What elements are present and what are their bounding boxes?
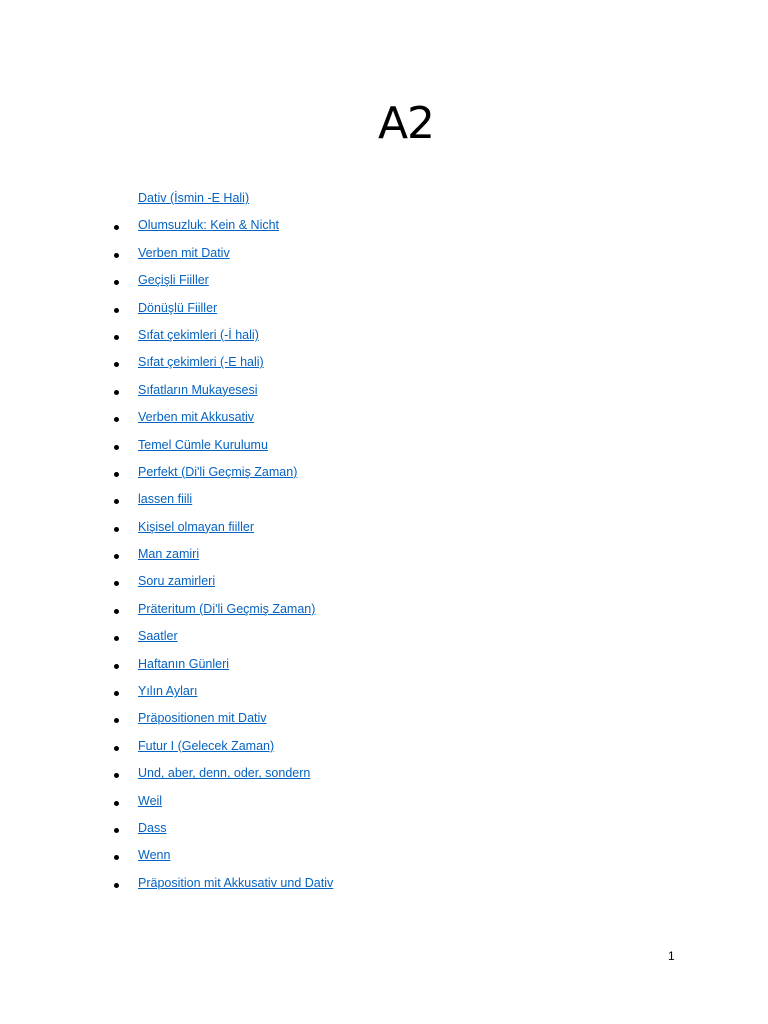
toc-link[interactable]: Saatler (138, 629, 178, 644)
toc-link[interactable]: Futur I (Gelecek Zaman) (138, 738, 275, 753)
toc-link[interactable]: Präpositionen mit Dativ (138, 711, 267, 726)
list-item (0, 351, 700, 378)
list-item (0, 625, 700, 652)
bullet-icon (114, 253, 119, 258)
toc-link[interactable]: Wenn (138, 848, 171, 863)
toc-link[interactable]: Geçişli Fiiller (138, 273, 209, 288)
toc-link[interactable]: Perfekt (Di'li Geçmiş Zaman) (138, 464, 298, 479)
page-number: 1 (668, 949, 675, 963)
toc-link[interactable]: Soru zamirleri (138, 574, 216, 589)
toc-link[interactable]: Temel Cümle Kurulumu (138, 437, 268, 452)
list-item (0, 214, 700, 241)
list-item (0, 844, 700, 871)
toc-link[interactable]: Sıfat çekimleri (-E hali) (138, 355, 264, 370)
list-item (0, 817, 700, 844)
toc-link[interactable]: Dönüşlü Fiiller (138, 300, 218, 315)
list-item (0, 434, 700, 461)
list-item (0, 516, 700, 543)
bullet-icon (114, 883, 119, 888)
bullet-icon (114, 308, 119, 313)
toc-link[interactable]: Präposition mit Akkusativ und Dativ (138, 875, 334, 890)
list-item (0, 680, 700, 707)
toc-link[interactable]: Dativ (İsmin -E Hali) (138, 191, 250, 205)
list-item (0, 570, 700, 597)
list-item (0, 406, 700, 433)
list-item (0, 598, 700, 625)
bullet-icon (114, 773, 119, 778)
toc-link[interactable]: Olumsuzluk: Kein & Nicht (138, 218, 280, 233)
list-item (0, 653, 700, 680)
list-item (0, 872, 700, 899)
list-item (0, 488, 700, 515)
toc-link[interactable]: Man zamiri (138, 547, 200, 562)
toc-link[interactable]: Weil (138, 793, 163, 808)
list-item (0, 297, 700, 324)
bullet-icon (114, 390, 119, 395)
page-title: A2 (377, 98, 435, 149)
toc-link[interactable]: Sıfat çekimleri (-İ hali) (138, 327, 259, 342)
bullet-icon (114, 362, 119, 367)
bullet-icon (114, 499, 119, 504)
bullet-icon (114, 855, 119, 860)
bullet-icon (114, 636, 119, 641)
toc-link[interactable]: Präteritum (Di'li Geçmiş Zaman) (138, 601, 316, 616)
toc-link[interactable]: Verben mit Akkusativ (138, 410, 255, 425)
list-item (0, 543, 700, 570)
bullet-icon (114, 527, 119, 532)
bullet-icon (114, 225, 119, 230)
bullet-icon (114, 417, 119, 422)
bullet-icon (114, 280, 119, 285)
bullet-icon (114, 445, 119, 450)
table-of-contents (0, 187, 700, 899)
toc-link[interactable]: Verben mit Dativ (138, 245, 230, 260)
bullet-icon (114, 554, 119, 559)
list-item (0, 707, 700, 734)
toc-link[interactable]: Haftanın Günleri (138, 656, 230, 671)
bullet-icon (114, 472, 119, 477)
list-item (0, 790, 700, 817)
bullet-icon (114, 828, 119, 833)
toc-link[interactable]: Sıfatların Mukayesesi (138, 382, 258, 397)
bullet-icon (114, 581, 119, 586)
bullet-icon (114, 746, 119, 751)
bullet-icon (114, 718, 119, 723)
bullet-icon (114, 801, 119, 806)
list-item (0, 735, 700, 762)
toc-link[interactable]: Und, aber, denn, oder, sondern (138, 766, 311, 781)
bullet-icon (114, 609, 119, 614)
toc-link[interactable]: Kişisel olmayan fiiller (138, 519, 255, 534)
list-item (0, 762, 700, 789)
toc-link[interactable]: Yılın Ayları (138, 684, 198, 699)
list-item (0, 269, 700, 296)
list-item (0, 242, 700, 269)
list-item (0, 461, 700, 488)
bullet-icon (114, 691, 119, 696)
bullet-icon (114, 335, 119, 340)
list-item (0, 324, 700, 351)
toc-link[interactable]: lassen fiili (138, 492, 193, 507)
list-item (0, 379, 700, 406)
bullet-icon (114, 664, 119, 669)
toc-link[interactable]: Dass (138, 820, 167, 835)
list-item (0, 187, 700, 214)
